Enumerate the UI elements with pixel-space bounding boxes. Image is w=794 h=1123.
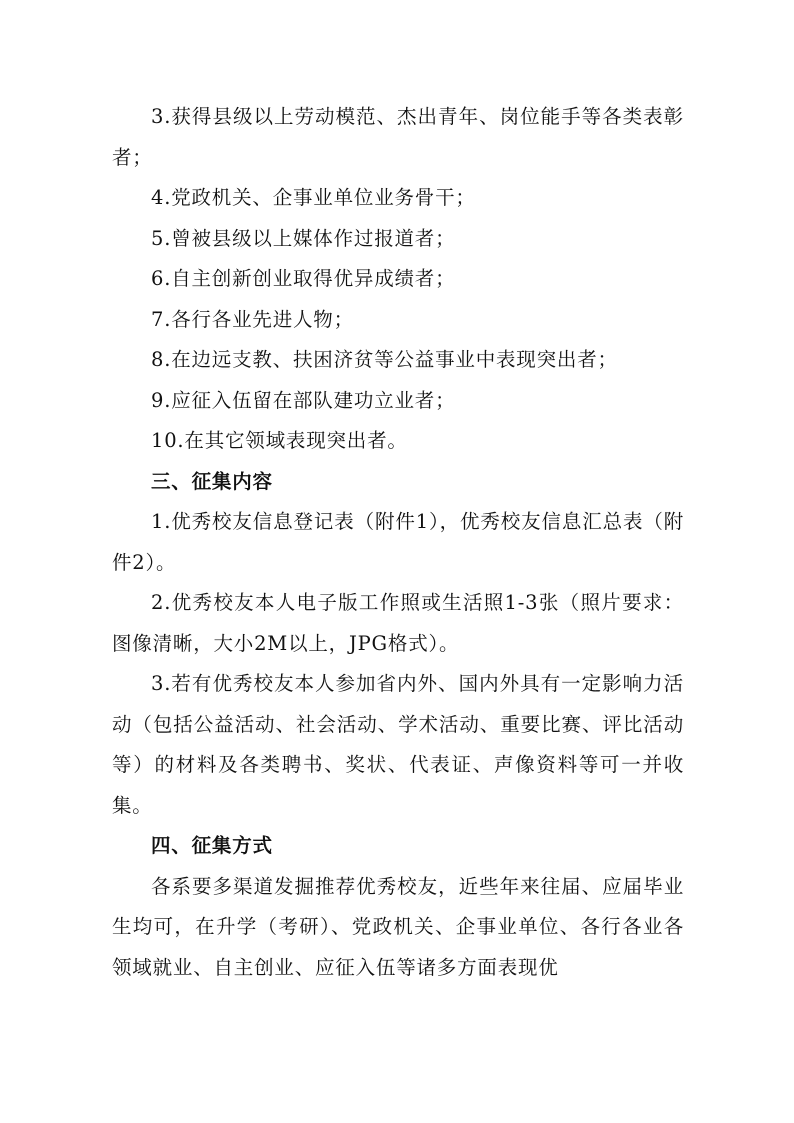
content-item-2: 2.优秀校友本人电子版工作照或生活照1-3张（照片要求：图像清晰，大小2M以上，JPG格式）。	[112, 591, 684, 655]
criterion-item-3: 3.获得县级以上劳动模范、杰出青年、岗位能手等各类表彰者；	[112, 105, 684, 169]
criterion-item-10: 10.在其它领域表现突出者。	[151, 429, 408, 452]
criterion-item-9: 9.应征入伍留在部队建功立业者；	[151, 388, 456, 412]
criterion-item-8: 8.在边远支教、扶困济贫等公益事业中表现突出者；	[151, 348, 618, 371]
criterion-item-4: 4.党政机关、企事业单位业务骨干；	[151, 186, 476, 209]
document-page	[112, 97, 684, 988]
method-paragraph: 各系要多渠道发掘推荐优秀校友，近些年来往届、应届毕业生均可，在升学（考研）、党政机关、企事业单位、各行各业各领域就业、自主创业、应征入伍等诸多方面表现优	[112, 874, 684, 979]
criterion-item-6: 6.自主创新创业取得优异成绩者；	[151, 267, 456, 290]
criterion-item-5: 5.曾被县级以上媒体作过报道者；	[151, 226, 456, 250]
content-item-3: 3.若有优秀校友本人参加省内外、国内外具有一定影响力活动（包括公益活动、社会活动、学术活动、重要比赛、评比活动等）的材料及各类聘书、奖状、代表证、声像资料等可一并收集。	[112, 672, 684, 817]
section-heading-collection-method: 四、征集方式	[151, 834, 273, 857]
criterion-item-7: 7.各行各业先进人物；	[151, 307, 354, 331]
section-heading-collection-content: 三、征集内容	[151, 469, 273, 493]
content-item-1: 1.优秀校友信息登记表（附件1），优秀校友信息汇总表（附件2）。	[112, 510, 684, 574]
